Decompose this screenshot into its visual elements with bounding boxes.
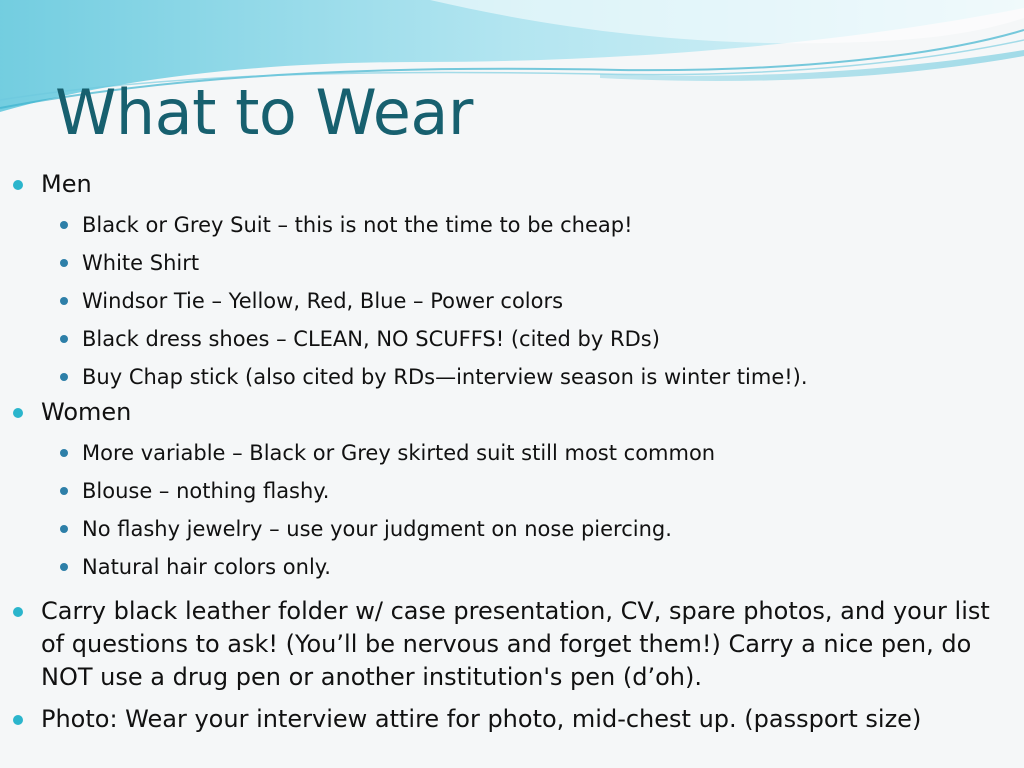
slide-title: What to Wear — [55, 76, 473, 149]
list-item — [0, 244, 1024, 282]
bullet-dot-icon — [60, 563, 68, 571]
list-item-text: White Shirt — [82, 251, 200, 275]
bullet-women-label: Women — [41, 398, 132, 426]
list-item — [0, 434, 1024, 472]
bullet-dot-icon — [60, 297, 68, 305]
bullet-dot-icon — [60, 221, 68, 229]
list-item-text: Buy Chap stick (also cited by RDs—interview season is winter time!). — [82, 365, 808, 389]
list-item — [0, 320, 1024, 358]
list-item — [0, 510, 1024, 548]
bullet-dot-icon — [60, 487, 68, 495]
bullet-women — [0, 396, 1024, 429]
bullet-photo-text: Photo: Wear your interview attire for photo, mid-chest up. (passport size) — [41, 705, 922, 733]
slide-content — [0, 168, 1024, 736]
list-item — [0, 206, 1024, 244]
bullet-dot-icon — [60, 335, 68, 343]
bullet-folder-text: Carry black leather folder w/ case presentation, CV, spare photos, and your list of questions to ask! (You’ll be nervous and forget them!) Carry a nice pen, do NOT use a drug pen or another institution's pen (d’oh). — [41, 597, 990, 691]
bullet-dot-icon — [13, 607, 23, 617]
list-item — [0, 358, 1024, 396]
list-item-text: Black or Grey Suit – this is not the time to be cheap! — [82, 213, 633, 237]
bullet-folder — [0, 595, 1024, 694]
bullet-dot-icon — [60, 449, 68, 457]
bullet-dot-icon — [60, 259, 68, 267]
list-item — [0, 548, 1024, 586]
bullet-men-label: Men — [41, 170, 92, 198]
list-item-text: More variable – Black or Grey skirted suit still most common — [82, 441, 716, 465]
list-item-text: Natural hair colors only. — [82, 555, 331, 579]
list-item-text: Blouse – nothing flashy. — [82, 479, 330, 503]
bullet-men — [0, 168, 1024, 201]
list-item-text: Black dress shoes – CLEAN, NO SCUFFS! (cited by RDs) — [82, 327, 660, 351]
bullet-photo — [0, 703, 1024, 736]
bullet-dot-icon — [13, 715, 23, 725]
bullet-dot-icon — [13, 408, 23, 418]
bullet-dot-icon — [60, 525, 68, 533]
list-item — [0, 282, 1024, 320]
list-item — [0, 472, 1024, 510]
list-item-text: No flashy jewelry – use your judgment on nose piercing. — [82, 517, 672, 541]
bullet-dot-icon — [60, 373, 68, 381]
list-item-text: Windsor Tie – Yellow, Red, Blue – Power colors — [82, 289, 564, 313]
bullet-dot-icon — [13, 180, 23, 190]
